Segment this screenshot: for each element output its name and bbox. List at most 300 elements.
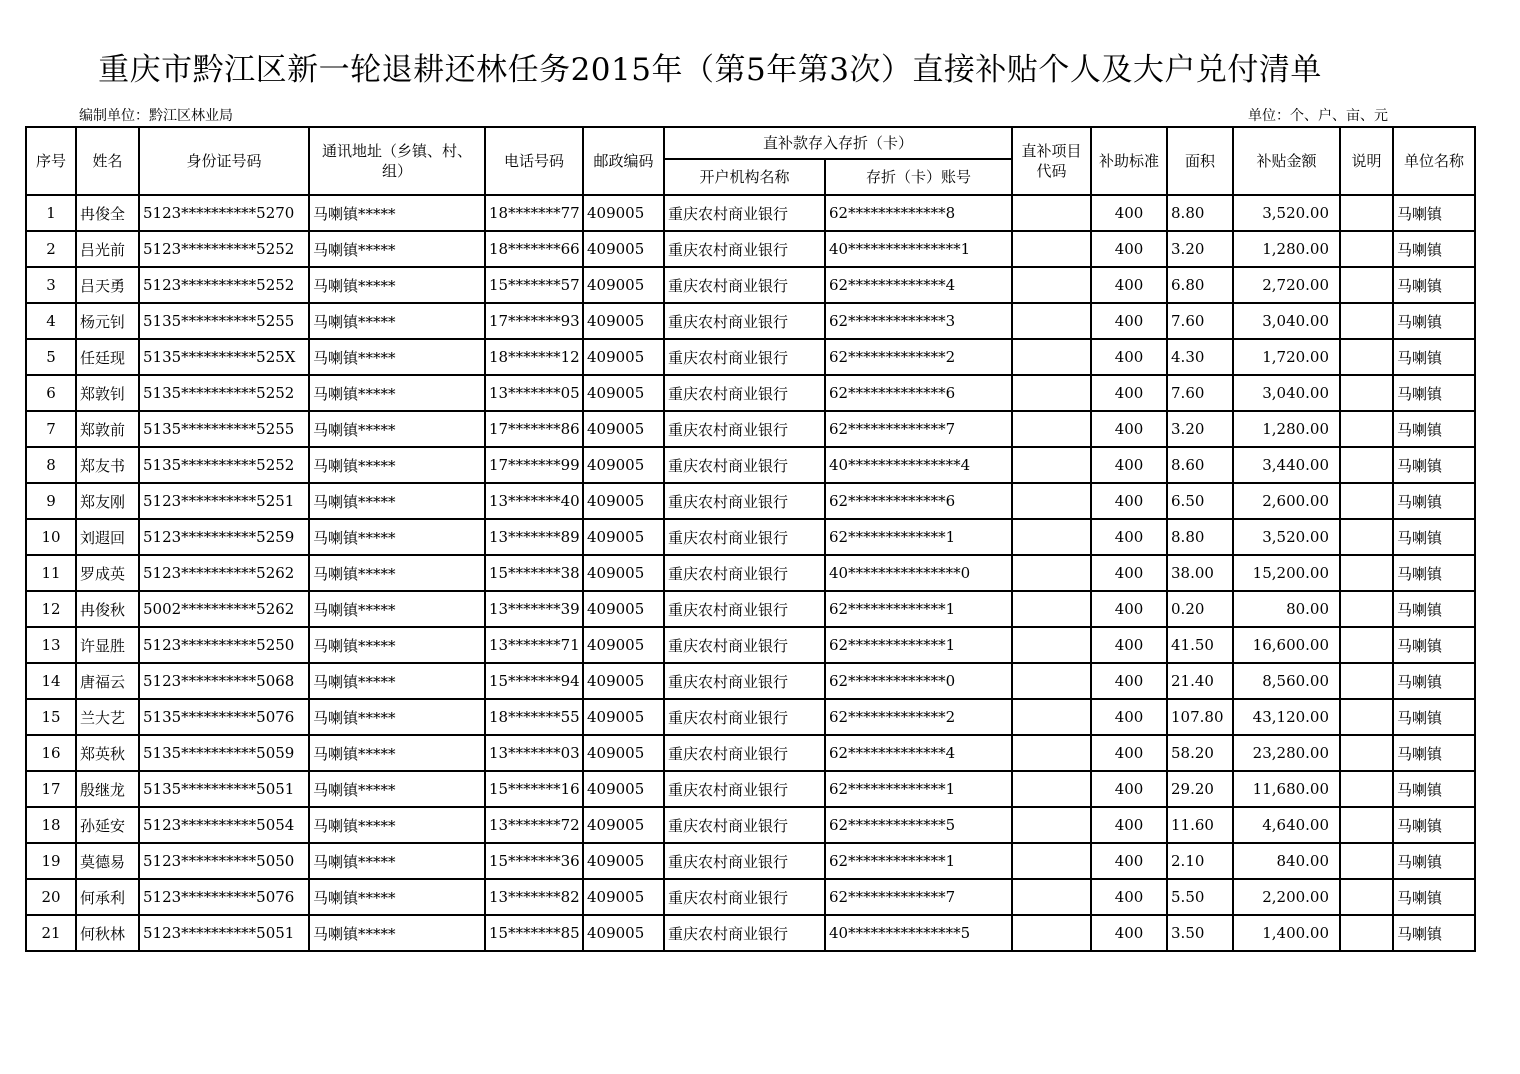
table-body	[26, 195, 1475, 951]
note-cell	[1340, 411, 1393, 447]
phone-cell: 13*******82	[485, 879, 583, 915]
address-cell: 马喇镇*****	[309, 879, 485, 915]
project-code-cell	[1012, 843, 1091, 879]
account-cell: 62*************6	[825, 375, 1012, 411]
area-cell: 7.60	[1167, 303, 1233, 339]
postcode-cell: 409005	[583, 843, 664, 879]
postcode-cell: 409005	[583, 483, 664, 519]
amount-cell: 3,520.00	[1233, 195, 1340, 231]
amount-cell: 2,720.00	[1233, 267, 1340, 303]
bank-cell: 重庆农村商业银行	[664, 807, 825, 843]
note-cell	[1340, 303, 1393, 339]
id-number-cell: 5123**********5251	[139, 483, 309, 519]
project-code-cell	[1012, 915, 1091, 951]
id-number-cell: 5135**********5059	[139, 735, 309, 771]
id-number-cell: 5123**********5259	[139, 519, 309, 555]
name-cell: 唐福云	[76, 663, 139, 699]
area-cell: 6.80	[1167, 267, 1233, 303]
id-number-cell: 5135**********5051	[139, 771, 309, 807]
name-cell: 郑友书	[76, 447, 139, 483]
phone-cell: 17*******99	[485, 447, 583, 483]
address-cell: 马喇镇*****	[309, 771, 485, 807]
note-cell	[1340, 915, 1393, 951]
project-code-cell	[1012, 195, 1091, 231]
amount-cell: 2,600.00	[1233, 483, 1340, 519]
standard-cell: 400	[1091, 807, 1167, 843]
seq-cell: 4	[26, 303, 76, 339]
note-cell	[1340, 519, 1393, 555]
id-number-cell: 5123**********5050	[139, 843, 309, 879]
amount-cell: 3,440.00	[1233, 447, 1340, 483]
note-cell	[1340, 447, 1393, 483]
table-row	[26, 483, 1475, 519]
bank-cell: 重庆农村商业银行	[664, 879, 825, 915]
id-number-cell: 5135**********5255	[139, 303, 309, 339]
seq-cell: 18	[26, 807, 76, 843]
header-amount: 补贴金额	[1233, 127, 1340, 195]
amount-cell: 16,600.00	[1233, 627, 1340, 663]
area-cell: 8.60	[1167, 447, 1233, 483]
header-project-code: 直补项目代码	[1012, 127, 1091, 195]
area-cell: 38.00	[1167, 555, 1233, 591]
address-cell: 马喇镇*****	[309, 627, 485, 663]
bank-cell: 重庆农村商业银行	[664, 699, 825, 735]
amount-cell: 8,560.00	[1233, 663, 1340, 699]
note-cell	[1340, 879, 1393, 915]
name-cell: 吕光前	[76, 231, 139, 267]
table-row	[26, 663, 1475, 699]
id-number-cell: 5123**********5252	[139, 231, 309, 267]
area-cell: 3.50	[1167, 915, 1233, 951]
account-cell: 62*************8	[825, 195, 1012, 231]
postcode-cell: 409005	[583, 231, 664, 267]
postcode-cell: 409005	[583, 267, 664, 303]
account-cell: 40***************0	[825, 555, 1012, 591]
table-row	[26, 699, 1475, 735]
seq-cell: 1	[26, 195, 76, 231]
seq-cell: 5	[26, 339, 76, 375]
table-row	[26, 843, 1475, 879]
name-cell: 兰大艺	[76, 699, 139, 735]
id-number-cell: 5123**********5068	[139, 663, 309, 699]
account-cell: 62*************1	[825, 843, 1012, 879]
note-cell	[1340, 591, 1393, 627]
standard-cell: 400	[1091, 375, 1167, 411]
name-cell: 郑友刚	[76, 483, 139, 519]
seq-cell: 15	[26, 699, 76, 735]
project-code-cell	[1012, 663, 1091, 699]
project-code-cell	[1012, 771, 1091, 807]
header-standard: 补助标准	[1091, 127, 1167, 195]
standard-cell: 400	[1091, 735, 1167, 771]
amount-cell: 1,280.00	[1233, 231, 1340, 267]
project-code-cell	[1012, 339, 1091, 375]
postcode-cell: 409005	[583, 627, 664, 663]
standard-cell: 400	[1091, 555, 1167, 591]
standard-cell: 400	[1091, 915, 1167, 951]
standard-cell: 400	[1091, 411, 1167, 447]
area-cell: 3.20	[1167, 411, 1233, 447]
id-number-cell: 5135**********5076	[139, 699, 309, 735]
note-cell	[1340, 735, 1393, 771]
bank-cell: 重庆农村商业银行	[664, 195, 825, 231]
unit-name-cell: 马喇镇	[1393, 519, 1475, 555]
postcode-cell: 409005	[583, 195, 664, 231]
standard-cell: 400	[1091, 627, 1167, 663]
id-number-cell: 5135**********5252	[139, 447, 309, 483]
area-cell: 11.60	[1167, 807, 1233, 843]
table-row	[26, 735, 1475, 771]
postcode-cell: 409005	[583, 303, 664, 339]
phone-cell: 13*******89	[485, 519, 583, 555]
amount-cell: 3,040.00	[1233, 303, 1340, 339]
bank-cell: 重庆农村商业银行	[664, 231, 825, 267]
address-cell: 马喇镇*****	[309, 411, 485, 447]
bank-cell: 重庆农村商业银行	[664, 591, 825, 627]
unit-name-cell: 马喇镇	[1393, 447, 1475, 483]
account-cell: 62*************4	[825, 735, 1012, 771]
address-cell: 马喇镇*****	[309, 195, 485, 231]
phone-cell: 13*******40	[485, 483, 583, 519]
phone-cell: 15*******36	[485, 843, 583, 879]
phone-cell: 18*******66	[485, 231, 583, 267]
account-cell: 62*************2	[825, 339, 1012, 375]
seq-cell: 10	[26, 519, 76, 555]
note-cell	[1340, 339, 1393, 375]
amount-cell: 43,120.00	[1233, 699, 1340, 735]
table-row	[26, 303, 1475, 339]
address-cell: 马喇镇*****	[309, 339, 485, 375]
account-cell: 62*************0	[825, 663, 1012, 699]
unit-name-cell: 马喇镇	[1393, 735, 1475, 771]
name-cell: 殷继龙	[76, 771, 139, 807]
id-number-cell: 5123**********5252	[139, 267, 309, 303]
note-cell	[1340, 627, 1393, 663]
area-cell: 29.20	[1167, 771, 1233, 807]
address-cell: 马喇镇*****	[309, 591, 485, 627]
standard-cell: 400	[1091, 591, 1167, 627]
postcode-cell: 409005	[583, 663, 664, 699]
name-cell: 郑英秋	[76, 735, 139, 771]
standard-cell: 400	[1091, 267, 1167, 303]
project-code-cell	[1012, 735, 1091, 771]
project-code-cell	[1012, 807, 1091, 843]
table-row	[26, 519, 1475, 555]
account-cell: 62*************4	[825, 267, 1012, 303]
header-unit-name: 单位名称	[1393, 127, 1475, 195]
address-cell: 马喇镇*****	[309, 555, 485, 591]
address-cell: 马喇镇*****	[309, 447, 485, 483]
phone-cell: 13*******05	[485, 375, 583, 411]
seq-cell: 6	[26, 375, 76, 411]
name-cell: 任廷现	[76, 339, 139, 375]
postcode-cell: 409005	[583, 915, 664, 951]
address-cell: 马喇镇*****	[309, 843, 485, 879]
standard-cell: 400	[1091, 663, 1167, 699]
amount-cell: 23,280.00	[1233, 735, 1340, 771]
table-row	[26, 915, 1475, 951]
standard-cell: 400	[1091, 519, 1167, 555]
bank-cell: 重庆农村商业银行	[664, 627, 825, 663]
area-cell: 2.10	[1167, 843, 1233, 879]
project-code-cell	[1012, 519, 1091, 555]
name-cell: 罗成英	[76, 555, 139, 591]
note-cell	[1340, 231, 1393, 267]
seq-cell: 16	[26, 735, 76, 771]
seq-cell: 9	[26, 483, 76, 519]
table-row	[26, 591, 1475, 627]
bank-cell: 重庆农村商业银行	[664, 339, 825, 375]
address-cell: 马喇镇*****	[309, 483, 485, 519]
amount-cell: 1,720.00	[1233, 339, 1340, 375]
phone-cell: 17*******93	[485, 303, 583, 339]
standard-cell: 400	[1091, 447, 1167, 483]
amount-cell: 80.00	[1233, 591, 1340, 627]
unit-name-cell: 马喇镇	[1393, 843, 1475, 879]
phone-cell: 13*******03	[485, 735, 583, 771]
standard-cell: 400	[1091, 303, 1167, 339]
table-row	[26, 411, 1475, 447]
table-row	[26, 771, 1475, 807]
account-cell: 62*************1	[825, 771, 1012, 807]
unit-name-cell: 马喇镇	[1393, 195, 1475, 231]
header-phone: 电话号码	[485, 127, 583, 195]
table-row	[26, 555, 1475, 591]
name-cell: 郑敦钊	[76, 375, 139, 411]
bank-cell: 重庆农村商业银行	[664, 735, 825, 771]
page-title: 重庆市黔江区新一轮退耕还林任务2015年（第5年第3次）直接补贴个人及大户兑付清单	[98, 52, 1322, 88]
table-row	[26, 267, 1475, 303]
note-cell	[1340, 555, 1393, 591]
unit-name-cell: 马喇镇	[1393, 375, 1475, 411]
postcode-cell: 409005	[583, 879, 664, 915]
account-cell: 62*************2	[825, 699, 1012, 735]
name-cell: 郑敦前	[76, 411, 139, 447]
name-cell: 许显胜	[76, 627, 139, 663]
account-cell: 62*************1	[825, 627, 1012, 663]
table-row	[26, 339, 1475, 375]
name-cell: 刘遐回	[76, 519, 139, 555]
postcode-cell: 409005	[583, 591, 664, 627]
id-number-cell: 5135**********5255	[139, 411, 309, 447]
table-row	[26, 879, 1475, 915]
standard-cell: 400	[1091, 879, 1167, 915]
unit-name-cell: 马喇镇	[1393, 267, 1475, 303]
name-cell: 吕天勇	[76, 267, 139, 303]
phone-cell: 18*******77	[485, 195, 583, 231]
postcode-cell: 409005	[583, 375, 664, 411]
postcode-cell: 409005	[583, 519, 664, 555]
units-note: 单位：个、户、亩、元	[1248, 108, 1388, 124]
bank-cell: 重庆农村商业银行	[664, 915, 825, 951]
note-cell	[1340, 483, 1393, 519]
address-cell: 马喇镇*****	[309, 735, 485, 771]
project-code-cell	[1012, 447, 1091, 483]
address-cell: 马喇镇*****	[309, 663, 485, 699]
bank-cell: 重庆农村商业银行	[664, 555, 825, 591]
amount-cell: 3,520.00	[1233, 519, 1340, 555]
name-cell: 冉俊秋	[76, 591, 139, 627]
postcode-cell: 409005	[583, 339, 664, 375]
account-cell: 62*************6	[825, 483, 1012, 519]
postcode-cell: 409005	[583, 555, 664, 591]
bank-cell: 重庆农村商业银行	[664, 663, 825, 699]
bank-cell: 重庆农村商业银行	[664, 843, 825, 879]
account-cell: 40***************4	[825, 447, 1012, 483]
note-cell	[1340, 807, 1393, 843]
id-number-cell: 5135**********5252	[139, 375, 309, 411]
table-row	[26, 807, 1475, 843]
header-id: 身份证号码	[139, 127, 309, 195]
project-code-cell	[1012, 231, 1091, 267]
phone-cell: 15*******57	[485, 267, 583, 303]
note-cell	[1340, 663, 1393, 699]
project-code-cell	[1012, 627, 1091, 663]
account-cell: 62*************5	[825, 807, 1012, 843]
postcode-cell: 409005	[583, 447, 664, 483]
unit-name-cell: 马喇镇	[1393, 807, 1475, 843]
bank-cell: 重庆农村商业银行	[664, 771, 825, 807]
id-number-cell: 5123**********5270	[139, 195, 309, 231]
address-cell: 马喇镇*****	[309, 519, 485, 555]
account-cell: 62*************7	[825, 879, 1012, 915]
name-cell: 何承利	[76, 879, 139, 915]
area-cell: 58.20	[1167, 735, 1233, 771]
address-cell: 马喇镇*****	[309, 699, 485, 735]
id-number-cell: 5002**********5262	[139, 591, 309, 627]
seq-cell: 21	[26, 915, 76, 951]
note-cell	[1340, 699, 1393, 735]
table-row	[26, 195, 1475, 231]
standard-cell: 400	[1091, 483, 1167, 519]
seq-cell: 14	[26, 663, 76, 699]
seq-cell: 12	[26, 591, 76, 627]
postcode-cell: 409005	[583, 807, 664, 843]
id-number-cell: 5135**********525X	[139, 339, 309, 375]
bank-cell: 重庆农村商业银行	[664, 375, 825, 411]
header-seq: 序号	[26, 127, 76, 195]
bank-cell: 重庆农村商业银行	[664, 303, 825, 339]
standard-cell: 400	[1091, 771, 1167, 807]
address-cell: 马喇镇*****	[309, 303, 485, 339]
account-cell: 40***************1	[825, 231, 1012, 267]
area-cell: 5.50	[1167, 879, 1233, 915]
seq-cell: 20	[26, 879, 76, 915]
seq-cell: 19	[26, 843, 76, 879]
project-code-cell	[1012, 303, 1091, 339]
area-cell: 8.80	[1167, 195, 1233, 231]
address-cell: 马喇镇*****	[309, 375, 485, 411]
postcode-cell: 409005	[583, 771, 664, 807]
account-cell: 62*************1	[825, 591, 1012, 627]
note-cell	[1340, 195, 1393, 231]
name-cell: 杨元钊	[76, 303, 139, 339]
seq-cell: 17	[26, 771, 76, 807]
unit-name-cell: 马喇镇	[1393, 591, 1475, 627]
standard-cell: 400	[1091, 231, 1167, 267]
id-number-cell: 5123**********5076	[139, 879, 309, 915]
unit-name-cell: 马喇镇	[1393, 915, 1475, 951]
amount-cell: 3,040.00	[1233, 375, 1340, 411]
project-code-cell	[1012, 879, 1091, 915]
note-cell	[1340, 267, 1393, 303]
address-cell: 马喇镇*****	[309, 915, 485, 951]
note-cell	[1340, 771, 1393, 807]
phone-cell: 18*******12	[485, 339, 583, 375]
unit-name-cell: 马喇镇	[1393, 879, 1475, 915]
table-row	[26, 375, 1475, 411]
phone-cell: 17*******86	[485, 411, 583, 447]
header-bank: 开户机构名称	[664, 159, 825, 195]
project-code-cell	[1012, 411, 1091, 447]
area-cell: 107.80	[1167, 699, 1233, 735]
id-number-cell: 5123**********5250	[139, 627, 309, 663]
project-code-cell	[1012, 375, 1091, 411]
bank-cell: 重庆农村商业银行	[664, 483, 825, 519]
postcode-cell: 409005	[583, 735, 664, 771]
table-row	[26, 447, 1475, 483]
bank-cell: 重庆农村商业银行	[664, 447, 825, 483]
amount-cell: 4,640.00	[1233, 807, 1340, 843]
header-area: 面积	[1167, 127, 1233, 195]
amount-cell: 1,280.00	[1233, 411, 1340, 447]
area-cell: 7.60	[1167, 375, 1233, 411]
phone-cell: 18*******55	[485, 699, 583, 735]
id-number-cell: 5123**********5262	[139, 555, 309, 591]
account-cell: 62*************3	[825, 303, 1012, 339]
postcode-cell: 409005	[583, 699, 664, 735]
project-code-cell	[1012, 555, 1091, 591]
header-account: 存折（卡）账号	[825, 159, 1012, 195]
compiler-unit: 编制单位：黔江区林业局	[79, 108, 233, 124]
note-cell	[1340, 843, 1393, 879]
unit-name-cell: 马喇镇	[1393, 231, 1475, 267]
payment-table	[25, 126, 1476, 952]
name-cell: 何秋林	[76, 915, 139, 951]
seq-cell: 3	[26, 267, 76, 303]
area-cell: 6.50	[1167, 483, 1233, 519]
project-code-cell	[1012, 591, 1091, 627]
header-deposit-group: 直补款存入存折（卡）	[664, 127, 1012, 159]
project-code-cell	[1012, 483, 1091, 519]
name-cell: 孙延安	[76, 807, 139, 843]
table-row	[26, 627, 1475, 663]
header-postcode: 邮政编码	[583, 127, 664, 195]
header-name: 姓名	[76, 127, 139, 195]
project-code-cell	[1012, 267, 1091, 303]
id-number-cell: 5123**********5054	[139, 807, 309, 843]
phone-cell: 15*******94	[485, 663, 583, 699]
postcode-cell: 409005	[583, 411, 664, 447]
unit-name-cell: 马喇镇	[1393, 483, 1475, 519]
table-row	[26, 231, 1475, 267]
standard-cell: 400	[1091, 843, 1167, 879]
amount-cell: 11,680.00	[1233, 771, 1340, 807]
header-note: 说明	[1340, 127, 1393, 195]
amount-cell: 15,200.00	[1233, 555, 1340, 591]
unit-name-cell: 马喇镇	[1393, 555, 1475, 591]
address-cell: 马喇镇*****	[309, 267, 485, 303]
account-cell: 62*************7	[825, 411, 1012, 447]
amount-cell: 840.00	[1233, 843, 1340, 879]
address-cell: 马喇镇*****	[309, 807, 485, 843]
seq-cell: 2	[26, 231, 76, 267]
standard-cell: 400	[1091, 195, 1167, 231]
standard-cell: 400	[1091, 699, 1167, 735]
seq-cell: 13	[26, 627, 76, 663]
unit-name-cell: 马喇镇	[1393, 627, 1475, 663]
bank-cell: 重庆农村商业银行	[664, 411, 825, 447]
